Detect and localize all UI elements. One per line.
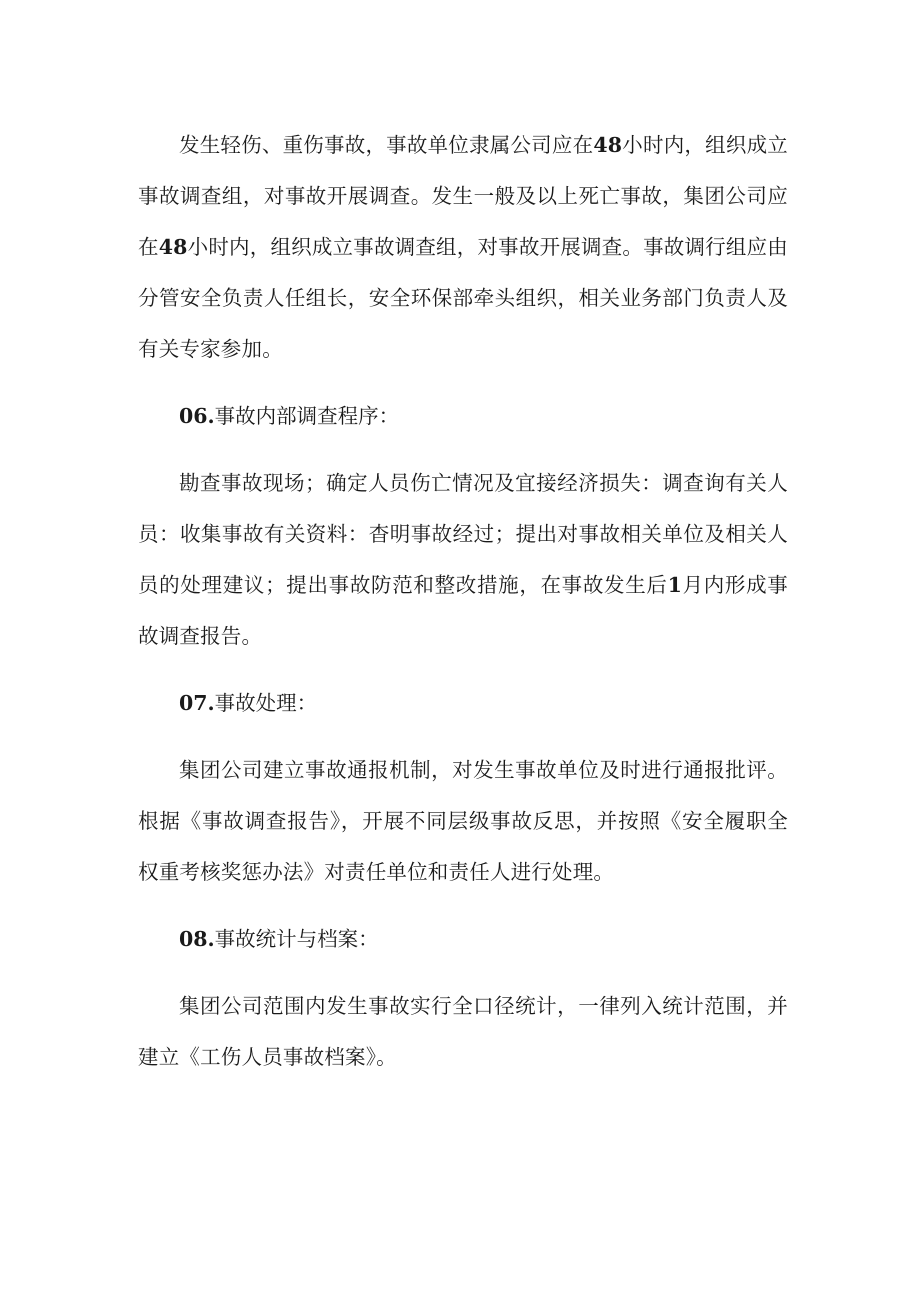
section-title: 事故处理： (214, 691, 318, 715)
paragraph-statistics-archive: 集团公司范围内发生事故实行全口径统计，一律列入统计范围，并建立《工伤人员事故档案》。 (138, 994, 788, 1069)
document-body (138, 120, 788, 1083)
paragraph-accident-handling: 集团公司建立事故通报机制，对发生事故单位及时进行通报批评。根据《事故调查报告》，开展不同层级事故反思，并按照《安全履职全权重考核奖惩办法》对责任单位和责任人进行处理。 (138, 758, 788, 884)
month-number: 1 (667, 573, 683, 597)
paragraph-investigation-procedure (138, 458, 788, 662)
section-title: 事故统计与档案： (214, 927, 379, 951)
section-heading-06 (138, 391, 788, 442)
section-title: 事故内部调查程序： (214, 404, 400, 428)
paragraph-text: 月内形成事故调查报告。 (138, 573, 788, 648)
paragraph-investigation-team (138, 120, 788, 375)
paragraph-text: 小时内，组织成立事故调查组，对事故开展调查。发生一般及以上死亡事故，集团公司应在 (138, 133, 788, 259)
section-number: 06. (179, 404, 215, 428)
hours-number: 48 (593, 133, 623, 157)
paragraph-text: 勘查事故现场；确定人员伤亡情况及宜接经济损失：调查询有关人员：收集事故有关资料：杳明事故经过；提出对事故相关单位及相关人员的处理建议；提出事故防范和整改措施，在事故发生后 (138, 471, 788, 597)
section-number: 07. (179, 691, 215, 715)
section-number: 08. (179, 927, 215, 951)
hours-number: 48 (158, 235, 188, 259)
paragraph-text: 发生轻伤、重伤事故，事故单位隶属公司应在 (179, 133, 594, 157)
section-heading-07 (138, 678, 788, 729)
paragraph-text: 小时内，组织成立事故调查组，对事故开展调查。事故调行组应由分管安全负责人任组长，安全环保部牵头组织，相关业务部门负责人及有关专家参加。 (138, 235, 788, 361)
section-heading-08 (138, 914, 788, 965)
